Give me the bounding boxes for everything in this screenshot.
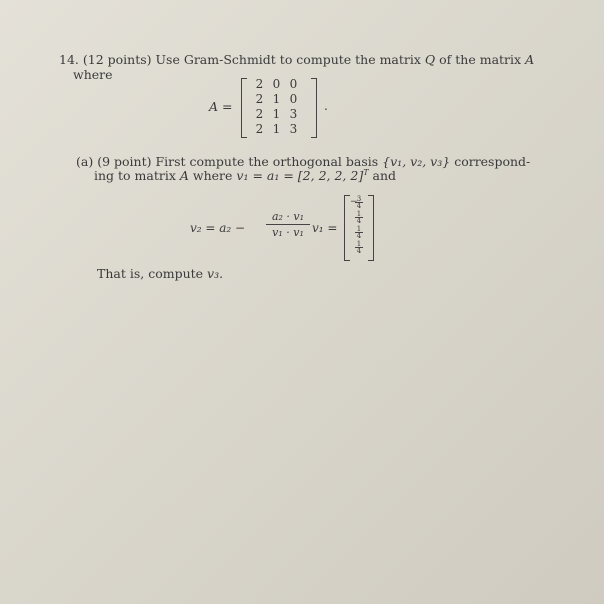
basis-set: {v₁, v₂, v₃}	[382, 154, 451, 169]
matrix-entries	[251, 77, 302, 137]
problem-number: 14.	[59, 52, 79, 67]
matrix-entry: 0	[289, 77, 298, 91]
matrix-entry: 3	[289, 122, 298, 136]
v1-definition: v₁ = a₁ = [2, 2, 2, 2]	[236, 168, 364, 184]
problem-text-mid: of the matrix	[439, 52, 522, 67]
matrix-entry: 2	[255, 77, 264, 91]
matrix-a	[209, 75, 339, 137]
problem-text: Use Gram-Schmidt to compute the matrix	[155, 52, 421, 67]
matrix-entry: 0	[289, 92, 298, 106]
v2-lhs: v₂ = a₂ −	[190, 221, 246, 235]
part-a-text: First compute the orthogonal basis	[155, 154, 379, 169]
vector-entry: 1 4	[356, 210, 362, 225]
matrix-label: A =	[209, 99, 233, 114]
problem-statement	[59, 52, 559, 67]
matrix-entry: 2	[255, 107, 264, 121]
matrix-entry: 2	[255, 92, 264, 106]
matrix-entry: 2	[255, 122, 264, 136]
problem-where: where	[73, 67, 113, 82]
v2-result-vector	[349, 196, 369, 256]
matrix-entry: 1	[272, 107, 281, 121]
fraction-numerator: a₂ · v₁	[271, 210, 305, 223]
projection-fraction	[266, 210, 310, 239]
matrix-entry: 3	[289, 107, 298, 121]
matrix-right-bracket	[311, 78, 317, 138]
vector-entry: − 3 4	[350, 195, 362, 210]
q-variable: Q	[424, 52, 436, 67]
fraction-denominator: v₁ · v₁	[272, 226, 304, 239]
part-a-label: (a)	[76, 154, 94, 169]
v2-after: v₁ =	[312, 221, 338, 235]
problem-points: (12 points)	[82, 52, 152, 67]
v2-equation	[190, 195, 380, 265]
part-a-line1-end: correspond-	[454, 154, 531, 169]
part-a-line2: ing to matrix A where v₁ = a₁ = [2, 2, 2, 2]$^T$ and	[94, 168, 397, 184]
transpose-mark: T	[363, 168, 369, 177]
matrix-period: .	[324, 99, 328, 113]
part-a-points: (9 point)	[97, 154, 152, 169]
matrix-left-bracket	[241, 78, 247, 138]
closing-line: That is, compute v₃.	[97, 266, 224, 281]
matrix-entry: 1	[272, 92, 281, 106]
v3-variable: v₃.	[207, 266, 224, 281]
part-a-line1	[76, 154, 530, 169]
vector-entry: 1 4	[356, 240, 362, 255]
a-variable: A	[525, 52, 535, 67]
vector-right-bracket	[368, 195, 374, 261]
matrix-entry: 0	[272, 77, 281, 91]
vector-entry: 1 4	[356, 225, 362, 240]
matrix-entry: 1	[272, 122, 281, 136]
